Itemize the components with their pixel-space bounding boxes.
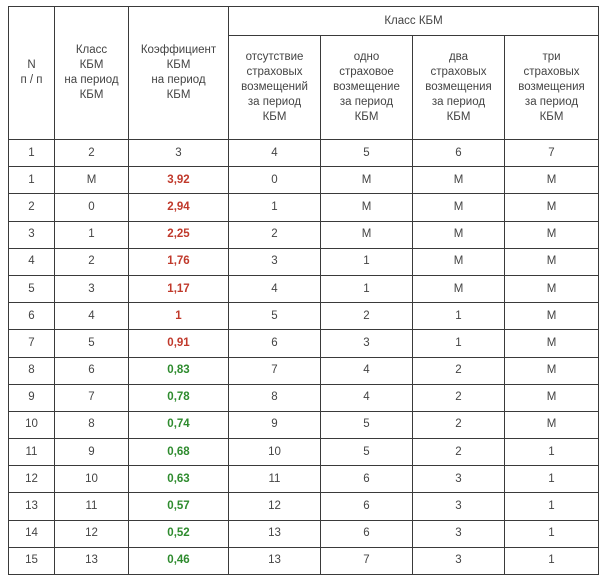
cell-class-no-claims: 9	[229, 411, 321, 438]
table-row	[9, 194, 599, 221]
cell-coefficient: 0,52	[129, 520, 229, 547]
cell-kbm-class: 6	[55, 357, 129, 384]
cell-kbm-class: 5	[55, 330, 129, 357]
cell-class-one-claim: 1	[321, 248, 413, 275]
cell-class-two-claims: 1	[413, 330, 505, 357]
cell-row-number: 3	[9, 221, 55, 248]
cell-row-number: 14	[9, 520, 55, 547]
header-line: за период	[247, 96, 302, 108]
cell-class-two-claims: 2	[413, 411, 505, 438]
cell-kbm-class: 3	[55, 275, 129, 302]
cell-coefficient: 0,91	[129, 330, 229, 357]
cell-kbm-class: 9	[55, 439, 129, 466]
header-group-kbm-class: Класс КБМ	[229, 7, 599, 36]
cell-coefficient: 0,57	[129, 493, 229, 520]
cell-class-one-claim: 6	[321, 466, 413, 493]
header-line: на период	[64, 74, 119, 86]
cell-row-number: 12	[9, 466, 55, 493]
header-line: КБМ	[79, 89, 104, 101]
cell-class-no-claims: 8	[229, 384, 321, 411]
header-line: КБМ	[166, 89, 191, 101]
cell-class-two-claims: 3	[413, 466, 505, 493]
cell-class-three-claims: 1	[505, 547, 599, 574]
cell-kbm-class: 10	[55, 466, 129, 493]
cell-kbm-class: М	[55, 167, 129, 194]
cell-class-one-claim: 5	[321, 411, 413, 438]
header-line: два	[448, 51, 469, 63]
header-line: КБМ	[446, 111, 471, 123]
cell-kbm-class: 11	[55, 493, 129, 520]
header-one-claim	[321, 36, 413, 140]
cell-class-two-claims: М	[413, 275, 505, 302]
cell-class-three-claims: М	[505, 275, 599, 302]
table-row	[9, 221, 599, 248]
header-line: отсутствие	[245, 51, 304, 63]
cell-coefficient: 0,74	[129, 411, 229, 438]
cell-coefficient: 2,94	[129, 194, 229, 221]
cell-class-two-claims: М	[413, 221, 505, 248]
cell-class-one-claim: 4	[321, 357, 413, 384]
cell-class-one-claim: М	[321, 167, 413, 194]
table-row	[9, 140, 599, 167]
table-row	[9, 248, 599, 275]
cell-row-number: 2	[9, 194, 55, 221]
table-row	[9, 411, 599, 438]
table-row	[9, 439, 599, 466]
cell-class-no-claims: 5	[229, 303, 321, 330]
header-line: страховых	[430, 66, 487, 78]
cell-kbm-class: 4	[55, 303, 129, 330]
kbm-table	[8, 6, 599, 575]
cell-coefficient: 2,25	[129, 221, 229, 248]
table-header	[9, 7, 599, 140]
cell-row-number: 4	[9, 248, 55, 275]
cell-class-three-claims: 1	[505, 520, 599, 547]
header-line: возмещений	[241, 81, 308, 93]
cell-kbm-class: 2	[55, 140, 129, 167]
cell-coefficient: 0,78	[129, 384, 229, 411]
cell-coefficient: 1,17	[129, 275, 229, 302]
table-row	[9, 357, 599, 384]
cell-class-no-claims: 13	[229, 547, 321, 574]
cell-row-number: 9	[9, 384, 55, 411]
cell-class-three-claims: М	[505, 248, 599, 275]
cell-class-no-claims: 0	[229, 167, 321, 194]
cell-class-no-claims: 13	[229, 520, 321, 547]
header-line: страховое	[339, 66, 394, 78]
cell-row-number: 1	[9, 167, 55, 194]
cell-class-two-claims: 1	[413, 303, 505, 330]
cell-class-two-claims: 3	[413, 493, 505, 520]
header-line: возмещения	[425, 81, 492, 93]
table-row	[9, 384, 599, 411]
cell-row-number: 1	[9, 140, 55, 167]
table-row	[9, 466, 599, 493]
header-line: три	[542, 51, 561, 63]
header-line: Коэффициент	[140, 44, 217, 56]
cell-class-one-claim: М	[321, 194, 413, 221]
cell-class-two-claims: М	[413, 194, 505, 221]
cell-class-one-claim: 3	[321, 330, 413, 357]
header-line: за период	[339, 96, 394, 108]
cell-row-number: 10	[9, 411, 55, 438]
cell-class-two-claims: 3	[413, 547, 505, 574]
header-coefficient	[129, 7, 229, 140]
header-line: страховых	[246, 66, 303, 78]
cell-coefficient: 1,76	[129, 248, 229, 275]
header-line: страховых	[523, 66, 580, 78]
cell-class-three-claims: М	[505, 330, 599, 357]
cell-class-three-claims: М	[505, 357, 599, 384]
header-line: за период	[524, 96, 579, 108]
header-line: КБМ	[262, 111, 287, 123]
cell-class-one-claim: 2	[321, 303, 413, 330]
cell-row-number: 5	[9, 275, 55, 302]
cell-class-no-claims: 3	[229, 248, 321, 275]
cell-row-number: 6	[9, 303, 55, 330]
header-num-line: п / п	[20, 74, 43, 86]
cell-class-no-claims: 4	[229, 140, 321, 167]
cell-kbm-class: 2	[55, 248, 129, 275]
header-line: на период	[151, 74, 206, 86]
cell-class-three-claims: 1	[505, 493, 599, 520]
table-row	[9, 520, 599, 547]
cell-class-no-claims: 2	[229, 221, 321, 248]
cell-class-three-claims: 1	[505, 466, 599, 493]
cell-coefficient: 0,63	[129, 466, 229, 493]
table-row	[9, 275, 599, 302]
cell-coefficient: 0,83	[129, 357, 229, 384]
cell-class-two-claims: 2	[413, 357, 505, 384]
cell-class-no-claims: 4	[229, 275, 321, 302]
header-kbm-class	[55, 7, 129, 140]
header-line: КБМ	[166, 59, 191, 71]
header-line: одно	[353, 51, 380, 63]
cell-class-one-claim: 7	[321, 547, 413, 574]
header-line: КБМ	[354, 111, 379, 123]
header-line: Класс	[75, 44, 108, 56]
cell-class-three-claims: М	[505, 384, 599, 411]
header-num-line: N	[27, 59, 36, 71]
table-row	[9, 167, 599, 194]
cell-coefficient: 3,92	[129, 167, 229, 194]
cell-class-two-claims: М	[413, 248, 505, 275]
header-three-claims	[505, 36, 599, 140]
cell-class-three-claims: М	[505, 167, 599, 194]
cell-row-number: 13	[9, 493, 55, 520]
cell-class-one-claim: 5	[321, 140, 413, 167]
header-line: КБМ	[79, 59, 104, 71]
cell-coefficient: 3	[129, 140, 229, 167]
cell-kbm-class: 1	[55, 221, 129, 248]
table-row	[9, 330, 599, 357]
cell-class-no-claims: 1	[229, 194, 321, 221]
table-row	[9, 547, 599, 574]
header-no-claims	[229, 36, 321, 140]
cell-class-no-claims: 7	[229, 357, 321, 384]
header-line: КБМ	[539, 111, 564, 123]
header-line: за период	[431, 96, 486, 108]
cell-row-number: 7	[9, 330, 55, 357]
cell-kbm-class: 0	[55, 194, 129, 221]
cell-kbm-class: 13	[55, 547, 129, 574]
cell-class-two-claims: 2	[413, 439, 505, 466]
cell-kbm-class: 7	[55, 384, 129, 411]
cell-class-three-claims: М	[505, 194, 599, 221]
cell-class-two-claims: 6	[413, 140, 505, 167]
cell-class-no-claims: 11	[229, 466, 321, 493]
cell-kbm-class: 12	[55, 520, 129, 547]
cell-class-one-claim: 1	[321, 275, 413, 302]
cell-class-two-claims: 3	[413, 520, 505, 547]
table-row	[9, 303, 599, 330]
header-line: возмещения	[518, 81, 585, 93]
cell-class-no-claims: 12	[229, 493, 321, 520]
header-num	[9, 7, 55, 140]
cell-row-number: 11	[9, 439, 55, 466]
table-body	[9, 140, 599, 575]
kbm-table-container	[8, 6, 599, 575]
cell-class-three-claims: М	[505, 303, 599, 330]
cell-class-one-claim: 4	[321, 384, 413, 411]
cell-class-three-claims: 1	[505, 439, 599, 466]
cell-class-three-claims: 7	[505, 140, 599, 167]
cell-class-three-claims: М	[505, 411, 599, 438]
cell-class-one-claim: М	[321, 221, 413, 248]
table-row	[9, 493, 599, 520]
cell-class-no-claims: 10	[229, 439, 321, 466]
cell-class-three-claims: М	[505, 221, 599, 248]
cell-class-two-claims: М	[413, 167, 505, 194]
header-two-claims	[413, 36, 505, 140]
cell-class-one-claim: 5	[321, 439, 413, 466]
cell-class-one-claim: 6	[321, 520, 413, 547]
cell-coefficient: 0,46	[129, 547, 229, 574]
cell-row-number: 15	[9, 547, 55, 574]
cell-kbm-class: 8	[55, 411, 129, 438]
cell-row-number: 8	[9, 357, 55, 384]
cell-coefficient: 1	[129, 303, 229, 330]
cell-class-one-claim: 6	[321, 493, 413, 520]
cell-class-two-claims: 2	[413, 384, 505, 411]
cell-coefficient: 0,68	[129, 439, 229, 466]
cell-class-no-claims: 6	[229, 330, 321, 357]
header-line: возмещение	[333, 81, 400, 93]
